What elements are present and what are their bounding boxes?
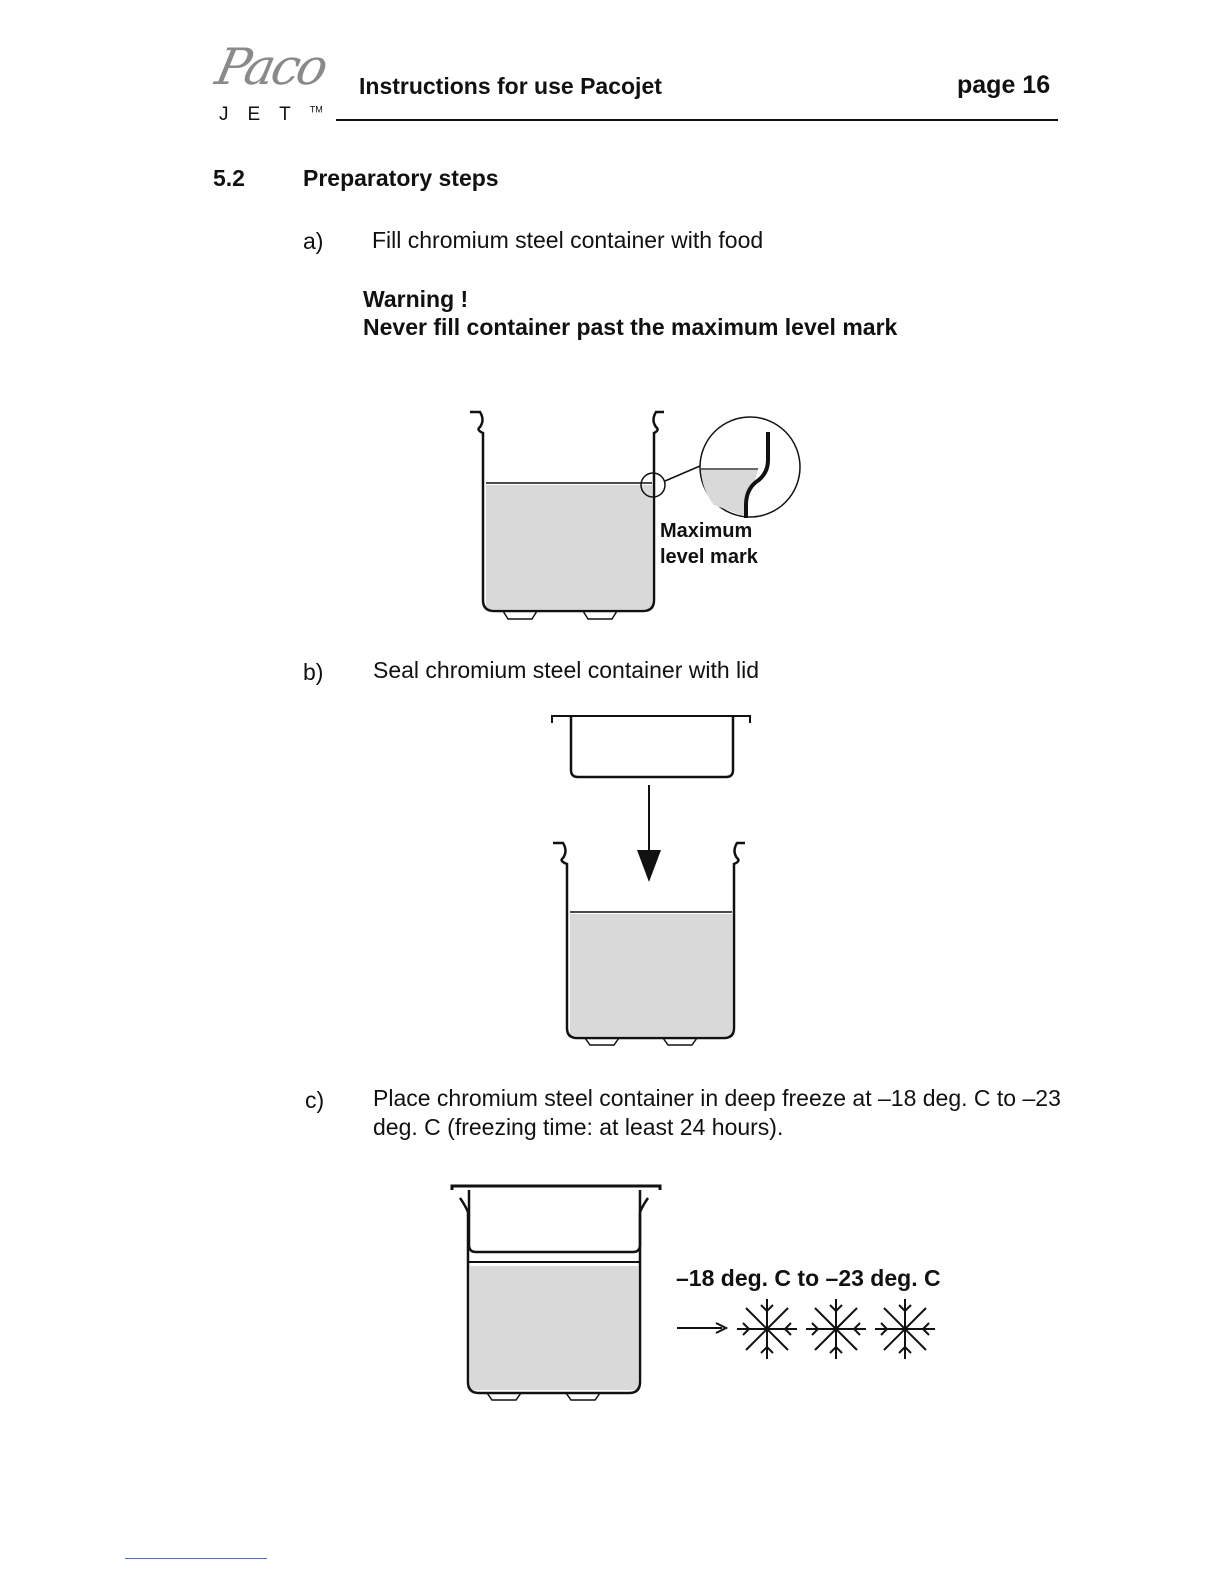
page-number: page 16 — [957, 71, 1051, 99]
step-a-text: Fill chromium steel container with food — [372, 227, 764, 253]
section-title: Preparatory steps — [303, 165, 499, 191]
snowflake-icon-3 — [875, 1299, 935, 1359]
container-c-contents — [470, 1266, 638, 1390]
snowflake-icon-1 — [737, 1299, 797, 1359]
step-c-text-line1: Place chromium steel container in deep freeze at –18 deg. C to –23 — [373, 1085, 1061, 1111]
snowflakes — [737, 1299, 935, 1359]
snowflake-icon-2 — [806, 1299, 866, 1359]
step-c-letter: c) — [305, 1087, 325, 1113]
freeze-temperature-label: –18 deg. C to –23 deg. C — [676, 1265, 941, 1291]
container-c-lid-rim — [452, 1186, 660, 1190]
header-title: Instructions for use Pacojet — [359, 73, 662, 99]
warning-heading: Warning ! — [363, 286, 469, 312]
step-a-letter: a) — [303, 228, 324, 254]
logo-tm: TM — [309, 104, 323, 115]
section-number: 5.2 — [213, 165, 245, 191]
step-c-text-line2: deg. C (freezing time: at least 24 hours). — [373, 1114, 784, 1140]
step-b-text: Seal chromium steel container with lid — [373, 657, 760, 683]
logo-jet-letters: JET — [219, 104, 310, 125]
logo-script-text: Paco — [210, 38, 331, 96]
warning-text: Never fill container past the maximum level mark — [363, 314, 898, 340]
footer-divider — [125, 1558, 267, 1559]
container-c-lid — [469, 1190, 640, 1252]
maximum-level-label-line1: Maximum — [660, 520, 753, 542]
maximum-level-label-line2: level mark — [660, 546, 758, 568]
step-b-letter: b) — [303, 659, 324, 685]
